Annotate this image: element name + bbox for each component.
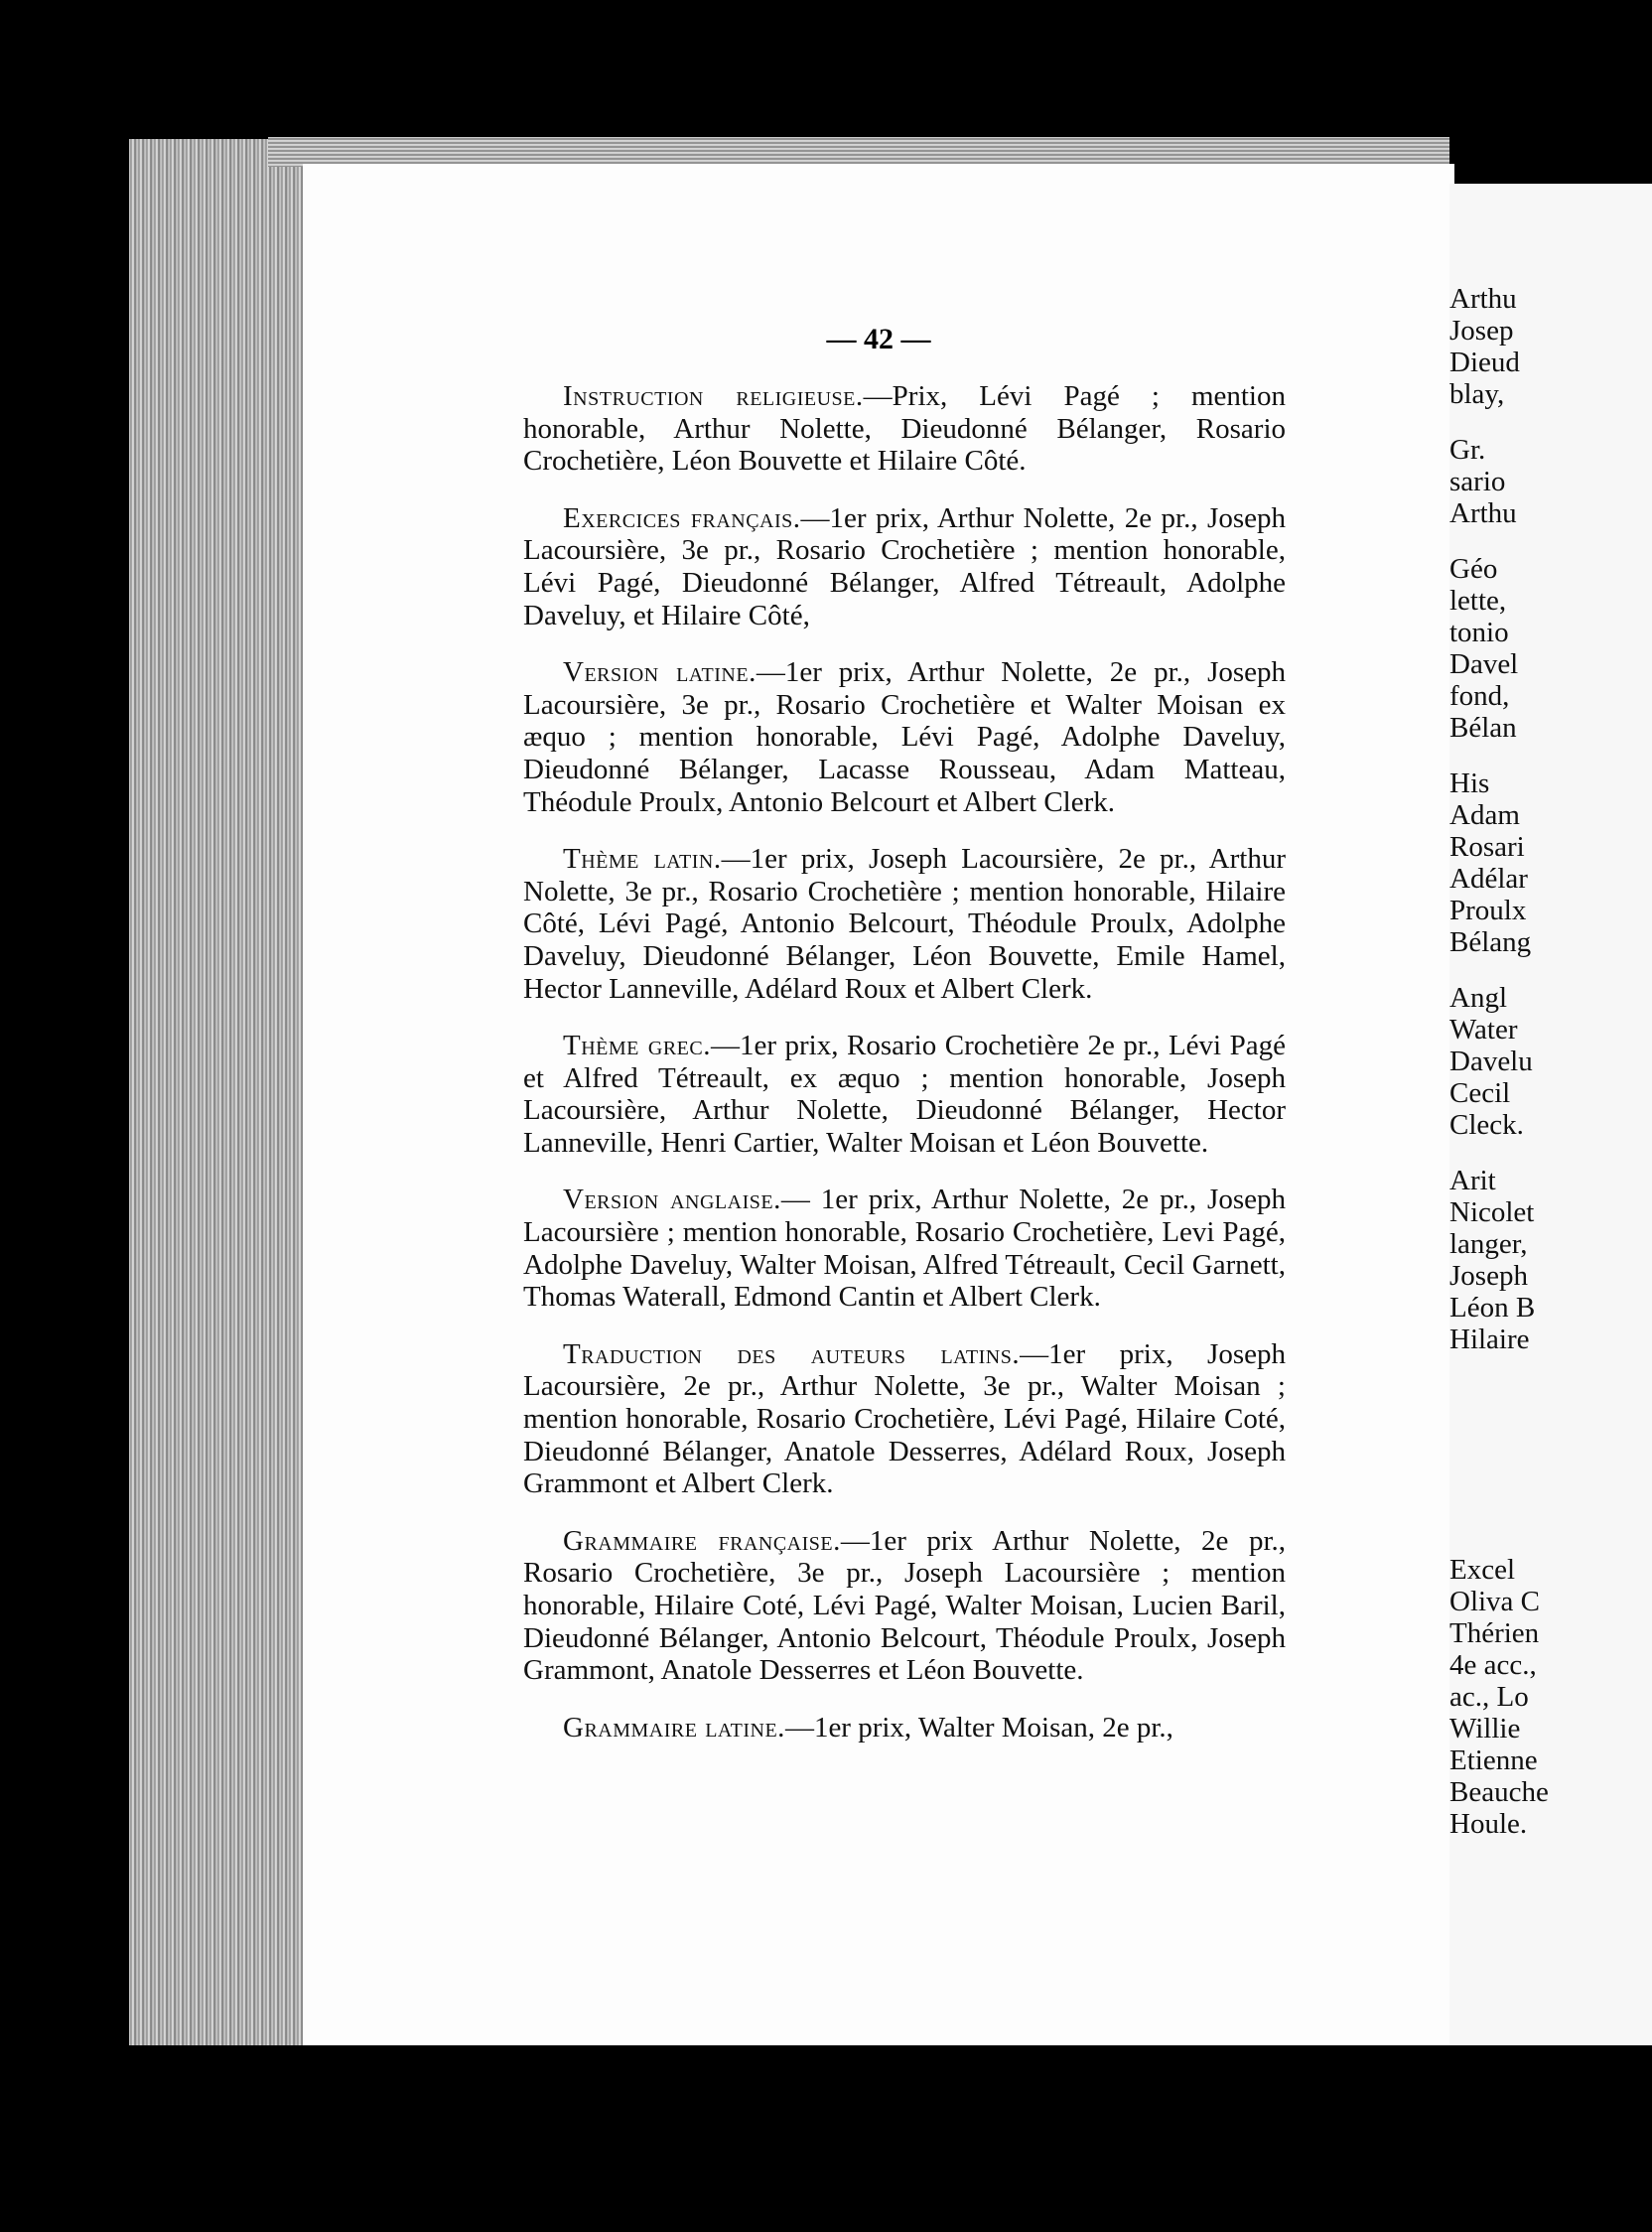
entry-version-anglaise <box>523 1184 1286 1313</box>
right-page-line: Arthu <box>1449 283 1517 315</box>
right-page-line: Thérien <box>1449 1617 1540 1649</box>
right-page-line: Joseph <box>1449 1260 1528 1292</box>
prize-list <box>523 380 1286 1768</box>
entry-heading: Thème grec. <box>563 1030 711 1062</box>
entry-heading: Grammaire française. <box>563 1524 841 1557</box>
right-page-line: Nicolet <box>1449 1196 1535 1228</box>
right-page-line: Josep <box>1449 315 1514 347</box>
right-page-line: ac., Lo <box>1449 1681 1529 1713</box>
right-page-line: Etienne <box>1449 1744 1538 1776</box>
right-page-line: Willie <box>1449 1713 1521 1744</box>
right-page-line: Houle. <box>1449 1808 1528 1840</box>
page-number: — 42 — <box>826 323 931 355</box>
entry-body: — 1er prix, Arthur Nolette, 2e pr., Joseph Lacoursière ; mention honorable, Rosario Crochetière, Levi Pagé, Adolphe Daveluy, Walter Moisan, Alfred Tétreault, Cecil Garnett, Thomas Waterall, Edmond Cantin et Albert Clerk. <box>523 1184 1286 1314</box>
right-page-line: Rosari <box>1449 831 1525 863</box>
entry-body: —1er prix, Joseph Lacoursière, 2e pr., Arthur Nolette, 3e pr., Rosario Crochetière ; mention honorable, Hilaire Côté, Lévi Pagé, Antonio Belcourt, Théodule Proulx, Adolphe Daveluy, Dieudonné Bélanger, Léon Bouvette, Emile Hamel, Hector Lanneville, Adélard Roux et Albert Clerk. <box>523 843 1286 1005</box>
entry-version-latine <box>523 656 1286 818</box>
right-page-line: Davel <box>1449 648 1519 680</box>
entry-heading: Instruction religieuse. <box>563 380 864 412</box>
entry-body: —1er prix, Joseph Lacoursière, 2e pr., Arthur Nolette, 3e pr., Walter Moisan ; mention honorable, Rosario Crochetière, Lévi Pagé, Hilaire Coté, Dieudonné Bélanger, Anatole Desserres, Adélard Roux, Joseph Grammont et Albert Clerk. <box>523 1337 1286 1500</box>
right-page-line: Davelu <box>1449 1046 1533 1077</box>
right-page-line: Bélan <box>1449 712 1517 744</box>
right-page-line: His <box>1449 767 1490 799</box>
right-page-line: sario <box>1449 466 1506 497</box>
right-page-line: Gr. <box>1449 434 1486 466</box>
entry-body: —1er prix, Walter Moisan, 2e pr., <box>784 1711 1173 1744</box>
entry-body: —Prix, Lévi Pagé ; mention honorable, Arthur Nolette, Dieudonné Bélanger, Rosario Crochetière, Léon Bouvette et Hilaire Côté. <box>523 380 1286 478</box>
entry-heading: Grammaire latine. <box>563 1711 785 1744</box>
book-top-edge <box>268 137 1449 167</box>
right-page-line: 4e acc., <box>1449 1649 1537 1681</box>
right-page-line: Arit <box>1449 1165 1496 1196</box>
right-page-line: Adam <box>1449 799 1520 831</box>
right-page-line: Dieud <box>1449 347 1520 378</box>
right-page-line: blay, <box>1449 378 1505 410</box>
entry-grammaire-latine <box>523 1712 1286 1744</box>
left-page <box>303 164 1454 2045</box>
entry-exercices-francais <box>523 502 1286 631</box>
right-page-line: Hilaire <box>1449 1324 1530 1355</box>
entry-heading: Version anglaise. <box>563 1184 781 1216</box>
right-page-line: Léon B <box>1449 1292 1536 1324</box>
right-page-line: Adélar <box>1449 863 1528 895</box>
right-page-line: Bélang <box>1449 926 1532 958</box>
entry-body: —1er prix, Arthur Nolette, 2e pr., Joseph Lacoursière, 3e pr., Rosario Crochetière ; mention honorable, Lévi Pagé, Dieudonné Bélanger, Alfred Tétreault, Adolphe Daveluy, et Hilaire Côté, <box>523 501 1287 631</box>
right-page-line: langer, <box>1449 1228 1528 1260</box>
entry-body: —1er prix, Arthur Nolette, 2e pr., Joseph Lacoursière, 3e pr., Rosario Crochetière et Walter Moisan ex æquo ; mention honorable, Lévi Pagé, Adolphe Daveluy, Dieudonné Bélanger, Lacasse Rousseau, Adam Matteau, Théodule Proulx, Antonio Belcourt et Albert Clerk. <box>523 656 1287 818</box>
entry-grammaire-francaise <box>523 1525 1286 1687</box>
right-page-line: Arthu <box>1449 497 1517 529</box>
right-page-line: lette, <box>1449 585 1507 617</box>
entry-heading: Version latine. <box>563 656 757 689</box>
right-page-line: Cecil <box>1449 1077 1511 1109</box>
entry-instruction-religieuse <box>523 380 1286 478</box>
entry-traduction-auteurs-latins <box>523 1338 1286 1500</box>
right-page-line: Cleck. <box>1449 1109 1524 1141</box>
entry-theme-grec <box>523 1030 1286 1159</box>
entry-heading: Traduction des auteurs latins. <box>563 1337 1021 1370</box>
entry-body: —1er prix, Rosario Crochetière 2e pr., Lévi Pagé et Alfred Tétreault, ex æquo ; mention honorable, Joseph Lacoursière, Arthur Nolette, Dieudonné Bélanger, Hector Lanneville, Henri Cartier, Walter Moisan et Léon Bouvette. <box>523 1030 1286 1159</box>
right-page-line: tonio <box>1449 617 1509 648</box>
entry-heading: Thème latin. <box>563 843 722 876</box>
right-page-line: Beauche <box>1449 1776 1549 1808</box>
right-page-fragment <box>1449 184 1652 2045</box>
entry-heading: Exercices français. <box>563 501 801 534</box>
entry-body: —1er prix Arthur Nolette, 2e pr., Rosario Crochetière, 3e pr., Joseph Lacoursière ; mention honorable, Hilaire Coté, Lévi Pagé, Walter Moisan, Lucien Baril, Dieudonné Bélanger, Antonio Belcourt, Théodule Proulx, Joseph Grammont, Anatole Desserres et Léon Bouvette. <box>523 1524 1286 1687</box>
right-page-line: Water <box>1449 1014 1518 1046</box>
right-page-line: fond, <box>1449 680 1510 712</box>
right-page-line: Oliva C <box>1449 1586 1541 1617</box>
right-page-line: Géo <box>1449 553 1498 585</box>
right-page-line: Angl <box>1449 982 1507 1014</box>
right-page-line: Excel <box>1449 1554 1516 1586</box>
right-page-line: Proulx <box>1449 895 1527 926</box>
book-page-edges <box>129 139 318 2045</box>
entry-theme-latin <box>523 843 1286 1005</box>
